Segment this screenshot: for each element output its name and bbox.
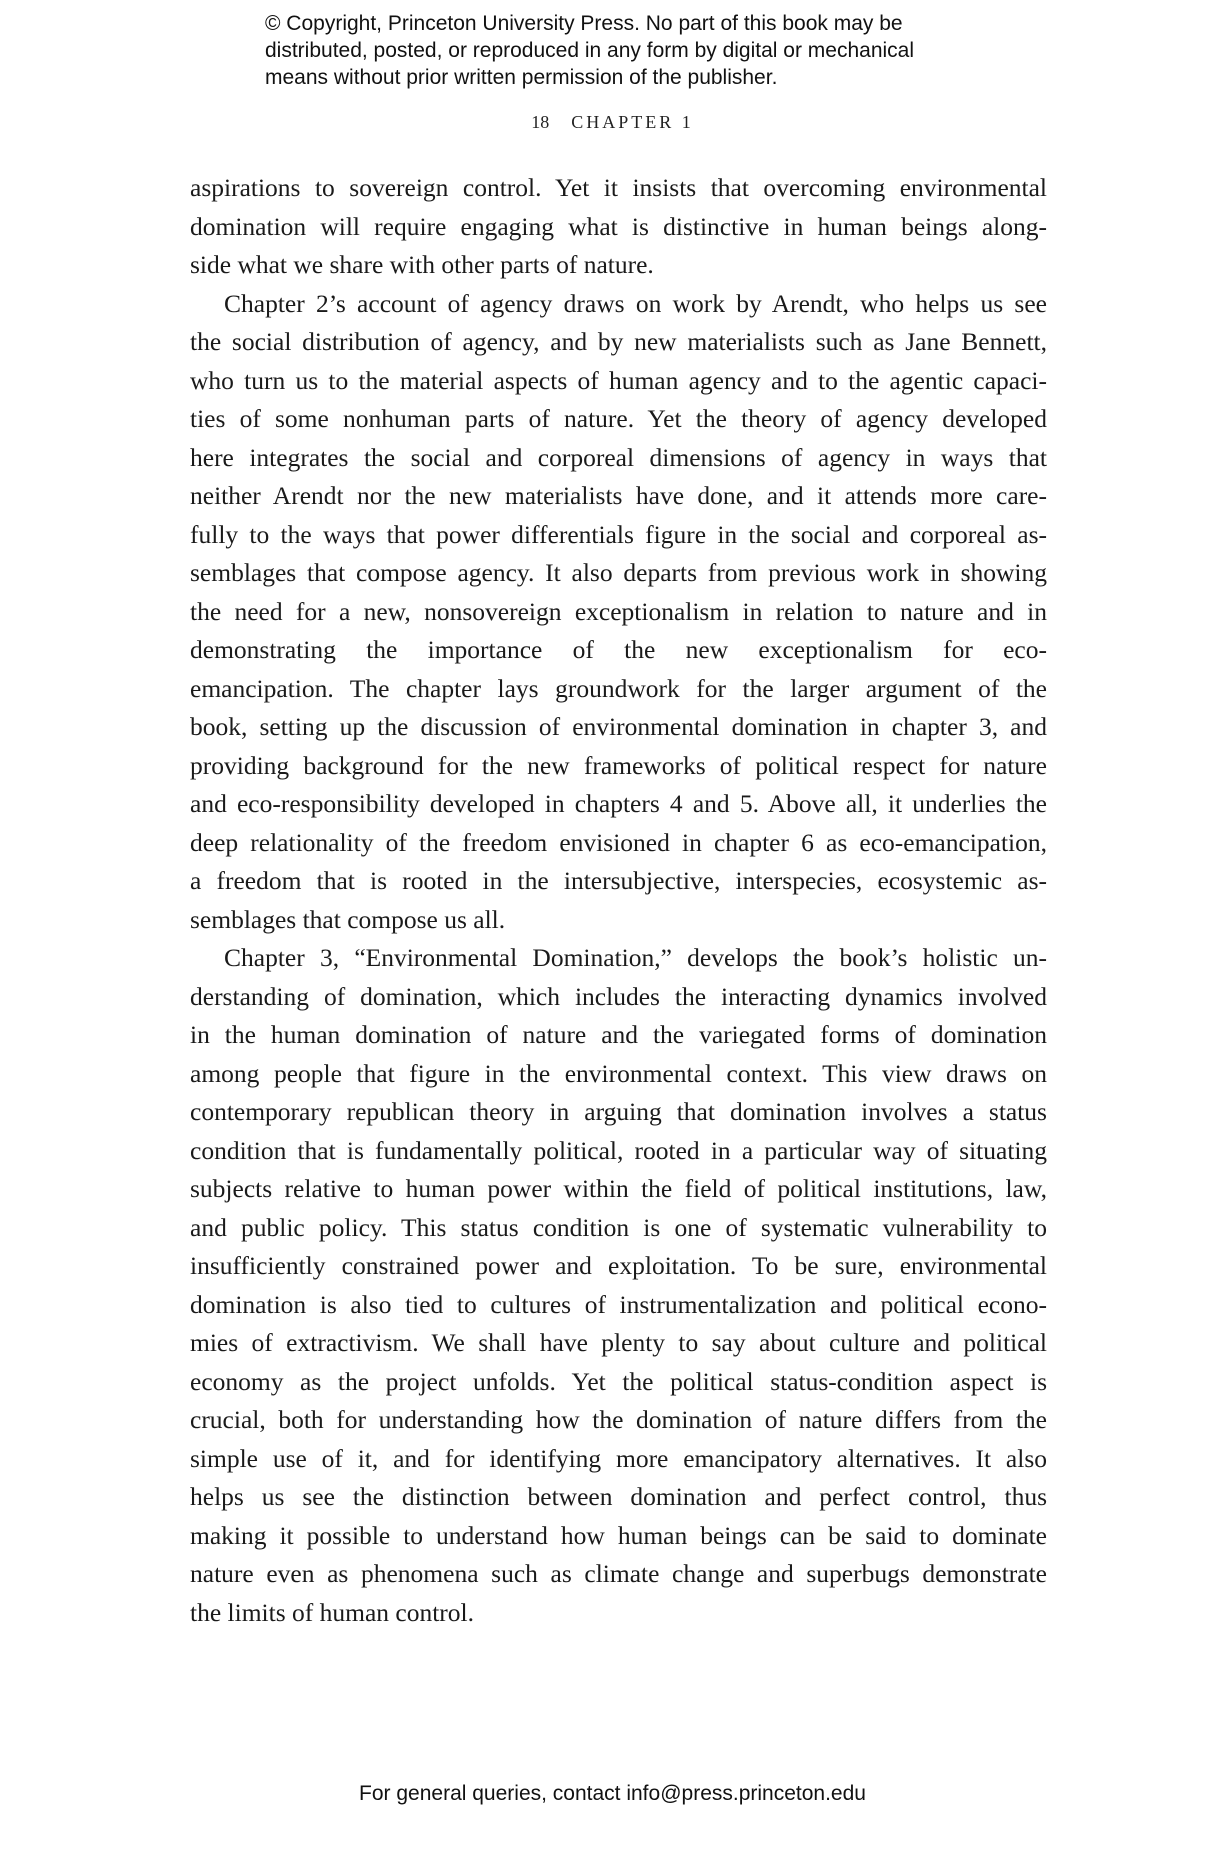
text-line: among people that figure in the environmental context. This view draws on — [190, 1058, 1047, 1088]
running-head — [0, 112, 1225, 133]
text-line: neither Arendt nor the new materialists have done, and it attends more care- — [190, 481, 1047, 510]
text-line: emancipation. The chapter lays groundwork for the larger argument of the — [190, 673, 1047, 703]
text-line: Chapter 3, “Environmental Domination,” develops the book’s holistic un- — [224, 943, 1047, 972]
page-number: 18 — [531, 112, 550, 132]
text-line: providing background for the new frameworks of political respect for nature — [190, 750, 1047, 780]
text-line: insufficiently constrained power and exploitation. To be sure, environmental — [190, 1251, 1047, 1280]
text-line: mies of extractivism. We shall have plenty to say about culture and political — [190, 1328, 1047, 1357]
copyright-line: means without prior written permission of the publisher. — [265, 66, 778, 89]
text-line: the limits of human control. — [190, 1597, 474, 1627]
text-line: and public policy. This status condition is one of systematic vulnerability to — [190, 1212, 1047, 1242]
text-line: Chapter 2’s account of agency draws on work by Arendt, who helps us see — [224, 288, 1047, 318]
body-text — [190, 169, 1047, 1632]
text-line: in the human domination of nature and the variegated forms of domination — [190, 1020, 1047, 1049]
text-line: economy as the project unfolds. Yet the political status-condition aspect is — [190, 1366, 1047, 1396]
text-line: semblages that compose agency. It also departs from previous work in showing — [190, 558, 1047, 587]
text-line: a freedom that is rooted in the intersubjective, interspecies, ecosystemic as- — [190, 866, 1047, 895]
text-line: subjects relative to human power within the field of political institutions, law, — [190, 1174, 1047, 1203]
text-line: book, setting up the discussion of environmental domination in chapter 3, and — [190, 712, 1047, 741]
footer-contact: For general queries, contact info@press.princeton.edu — [359, 1782, 866, 1805]
chapter-label: CHAPTER 1 — [571, 112, 694, 132]
text-line: ties of some nonhuman parts of nature. Yet the theory of agency developed — [190, 404, 1047, 433]
text-line: the need for a new, nonsovereign exceptionalism in relation to nature and in — [190, 596, 1047, 626]
text-line: domination will require engaging what is distinctive in human beings along- — [190, 211, 1047, 241]
copyright-notice — [265, 10, 914, 91]
text-line: making it possible to understand how human beings can be said to dominate — [190, 1520, 1047, 1550]
text-line: condition that is fundamentally political, rooted in a particular way of situating — [190, 1135, 1047, 1165]
copyright-line: distributed, posted, or reproduced in any form by digital or mechanical — [265, 39, 915, 62]
paragraph — [190, 285, 1047, 940]
paragraph — [190, 169, 1047, 285]
text-line: helps us see the distinction between domination and perfect control, thus — [190, 1482, 1047, 1511]
text-line: deep relationality of the freedom envisioned in chapter 6 as eco-emancipation, — [190, 827, 1047, 857]
text-line: and eco-responsibility developed in chapters 4 and 5. Above all, it underlies the — [190, 789, 1047, 818]
text-line: aspirations to sovereign control. Yet it insists that overcoming environmental — [190, 173, 1047, 202]
text-line: the social distribution of agency, and by new materialists such as Jane Bennett, — [190, 327, 1047, 356]
text-line: simple use of it, and for identifying more emancipatory alternatives. It also — [190, 1443, 1047, 1473]
text-line: nature even as phenomena such as climate change and superbugs demonstrate — [190, 1559, 1047, 1588]
text-line: crucial, both for understanding how the domination of nature differs from the — [190, 1405, 1047, 1434]
text-line: semblages that compose us all. — [190, 904, 506, 934]
text-line: here integrates the social and corporeal dimensions of agency in ways that — [190, 442, 1047, 472]
text-line: domination is also tied to cultures of instrumentalization and political econo- — [190, 1289, 1047, 1319]
text-line: side what we share with other parts of nature. — [190, 250, 654, 279]
text-line: derstanding of domination, which includes the interacting dynamics involved — [190, 981, 1047, 1011]
text-line: fully to the ways that power differentials figure in the social and corporeal as- — [190, 519, 1047, 549]
text-line: demonstrating the importance of the new exceptionalism for eco- — [190, 635, 1047, 664]
text-line: who turn us to the material aspects of human agency and to the agentic capaci- — [190, 365, 1047, 395]
copyright-line: © Copyright, Princeton University Press. No part of this book may be — [265, 12, 903, 35]
text-line: contemporary republican theory in arguing that domination involves a status — [190, 1097, 1047, 1126]
paragraph — [190, 939, 1047, 1632]
